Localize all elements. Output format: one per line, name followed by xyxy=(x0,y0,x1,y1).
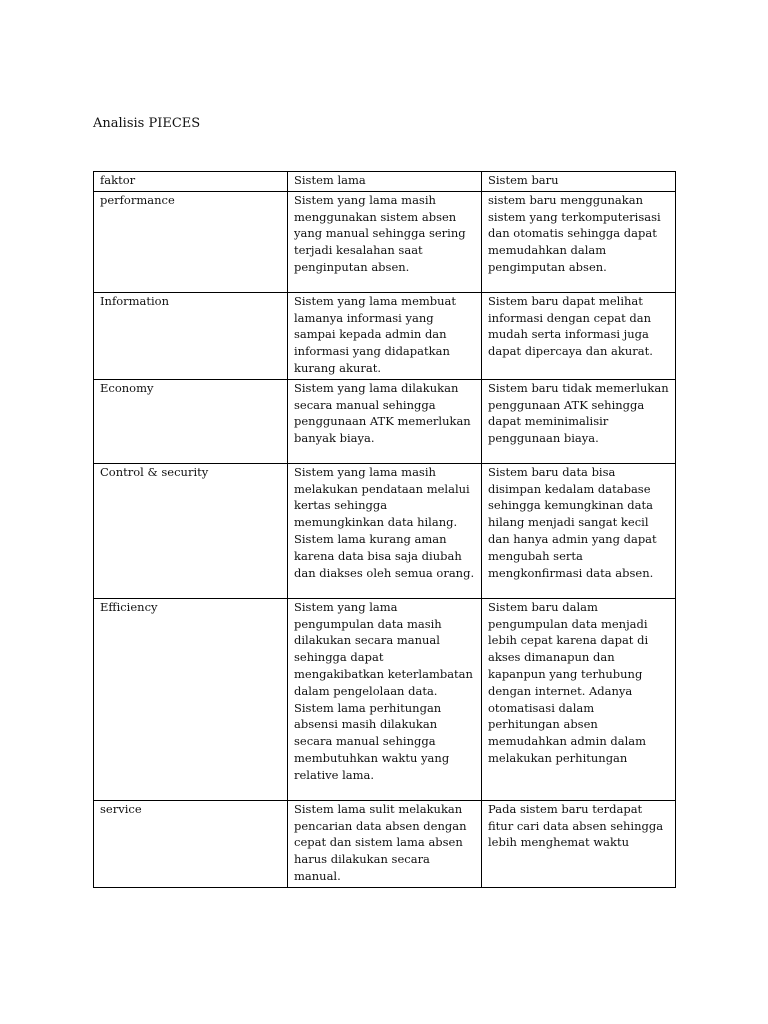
new-system-cell: Sistem baru tidak memerlukan penggunaan ATK sehingga dapat meminimalisir penggunaan biaya. xyxy=(482,379,676,463)
factor-cell: Economy xyxy=(94,379,288,463)
pieces-analysis-table xyxy=(93,171,676,888)
factor-cell: service xyxy=(94,800,288,887)
header-factor: faktor xyxy=(94,172,288,192)
old-system-cell: Sistem yang lama dilakukan secara manual sehingga penggunaan ATK memerlukan banyak biaya. xyxy=(288,379,482,463)
old-system-cell: Sistem yang lama pengumpulan data masih dilakukan secara manual sehingga dapat mengakibatkan keterlambatan dalam pengelolaan data. Sistem lama perhitungan absensi masih dilakukan secara manual sehingga membutuhkan waktu yang relative lama. xyxy=(288,598,482,800)
factor-cell: performance xyxy=(94,191,288,292)
factor-cell: Control & security xyxy=(94,463,288,598)
old-system-cell: Sistem lama sulit melakukan pencarian data absen dengan cepat dan sistem lama absen harus dilakukan secara manual. xyxy=(288,800,482,887)
factor-cell: Information xyxy=(94,292,288,379)
table-header xyxy=(94,172,676,192)
new-system-cell: Sistem baru data bisa disimpan kedalam database sehingga kemungkinan data hilang menjadi sangat kecil dan hanya admin yang dapat mengubah serta mengkonfirmasi data absen. xyxy=(482,463,676,598)
table-row xyxy=(94,800,676,887)
new-system-cell: Pada sistem baru terdapat fitur cari data absen sehingga lebih menghemat waktu xyxy=(482,800,676,887)
document-title: Analisis PIECES xyxy=(93,116,201,131)
header-old-system: Sistem lama xyxy=(288,172,482,192)
table-row xyxy=(94,379,676,463)
header-new-system: Sistem baru xyxy=(482,172,676,192)
table-header-row xyxy=(94,172,676,192)
factor-cell: Efficiency xyxy=(94,598,288,800)
old-system-cell: Sistem yang lama masih menggunakan sistem absen yang manual sehingga sering terjadi kesalahan saat penginputan absen. xyxy=(288,191,482,292)
new-system-cell: Sistem baru dapat melihat informasi dengan cepat dan mudah serta informasi juga dapat dipercaya dan akurat. xyxy=(482,292,676,379)
table-row xyxy=(94,463,676,598)
old-system-cell: Sistem yang lama masih melakukan pendataan melalui kertas sehingga memungkinkan data hilang. Sistem lama kurang aman karena data bisa saja diubah dan diakses oleh semua orang. xyxy=(288,463,482,598)
table-row xyxy=(94,598,676,800)
new-system-cell: sistem baru menggunakan sistem yang terkomputerisasi dan otomatis sehingga dapat memudahkan dalam pengimputan absen. xyxy=(482,191,676,292)
table-body xyxy=(94,191,676,887)
table-row xyxy=(94,292,676,379)
table-row xyxy=(94,191,676,292)
old-system-cell: Sistem yang lama membuat lamanya informasi yang sampai kepada admin dan informasi yang didapatkan kurang akurat. xyxy=(288,292,482,379)
new-system-cell: Sistem baru dalam pengumpulan data menjadi lebih cepat karena dapat di akses dimanapun dan kapanpun yang terhubung dengan internet. Adanya otomatisasi dalam perhitungan absen memudahkan admin dalam melakukan perhitungan xyxy=(482,598,676,800)
